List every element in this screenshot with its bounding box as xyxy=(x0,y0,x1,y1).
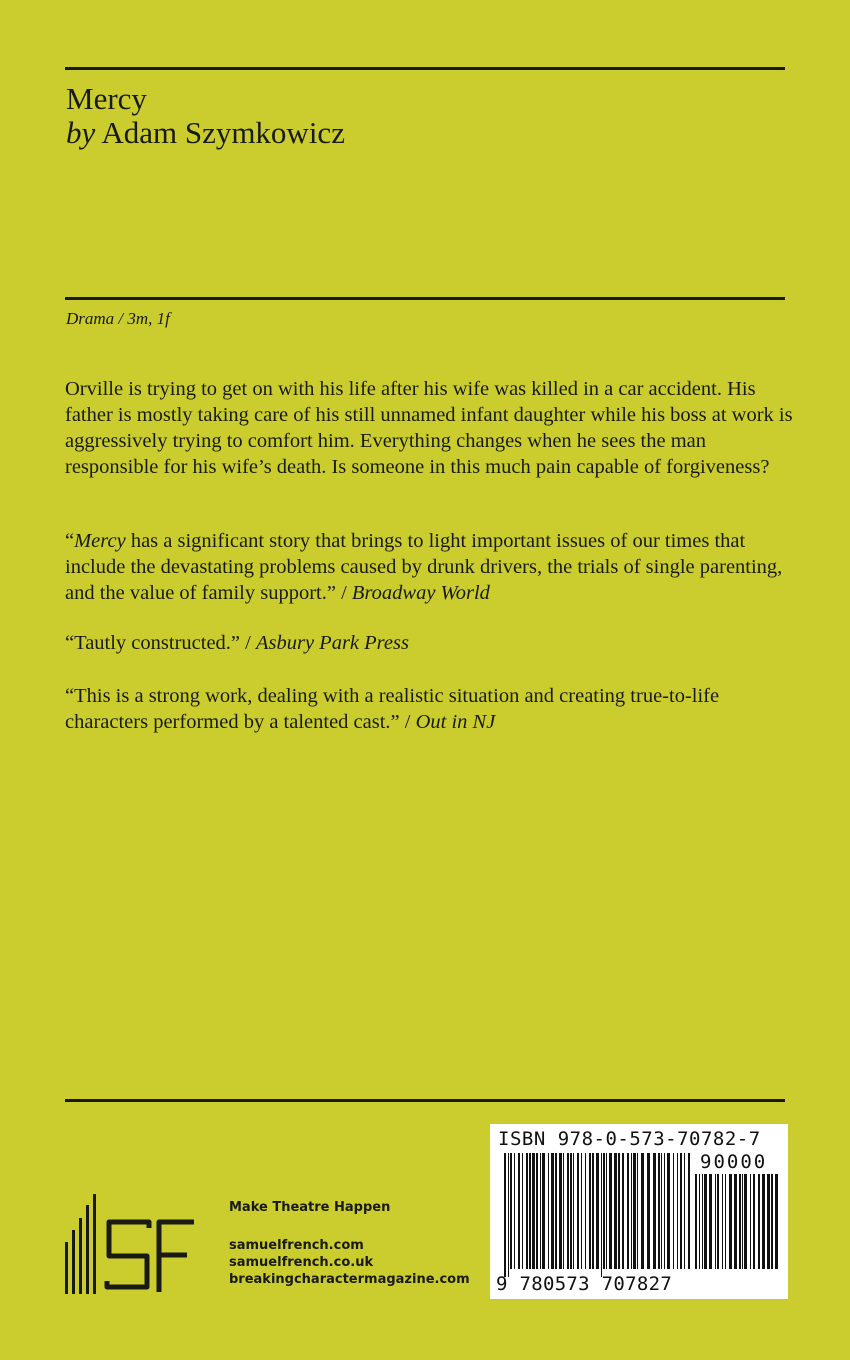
barcode-bar xyxy=(518,1153,520,1269)
barcode-bar xyxy=(695,1174,697,1269)
book-title: Mercy xyxy=(66,81,147,116)
website-link[interactable]: samuelfrench.com xyxy=(229,1238,364,1253)
barcode-bar xyxy=(762,1174,765,1269)
review-text: “This is a strong work, dealing with a realistic situation and creating true-to-life characters performed by a talented cast.” / xyxy=(65,685,720,733)
barcode-bar xyxy=(627,1153,629,1269)
barcode-bar xyxy=(551,1153,554,1269)
barcode-bar xyxy=(596,1153,599,1269)
addon-barcode-bars xyxy=(695,1174,783,1277)
publisher-tagline: Make Theatre Happen xyxy=(229,1200,391,1215)
barcode-bar xyxy=(548,1153,549,1269)
barcode-bar xyxy=(725,1174,726,1269)
barcode-bar xyxy=(653,1153,656,1269)
barcode-bar xyxy=(532,1153,535,1269)
barcode-bar xyxy=(677,1153,678,1269)
barcode-bar xyxy=(529,1153,531,1269)
title-block xyxy=(66,82,345,150)
barcode-bar xyxy=(684,1153,685,1269)
barcode-bar xyxy=(601,1153,602,1277)
barcode-bar xyxy=(661,1153,662,1269)
barcode-bar xyxy=(658,1153,660,1269)
quote-mark: “ xyxy=(65,530,75,552)
barcode-bar xyxy=(750,1174,751,1269)
top-divider xyxy=(65,67,785,70)
barcode-bar xyxy=(758,1174,760,1269)
barcode-bar xyxy=(753,1174,755,1269)
addon-digits: 90000 xyxy=(700,1151,768,1173)
author-name: Adam Szymkowicz xyxy=(101,115,345,150)
barcode-bar xyxy=(775,1174,778,1269)
barcode-bar xyxy=(742,1174,743,1269)
review-quote xyxy=(65,683,795,735)
barcode-bar xyxy=(704,1174,707,1269)
barcode-bar xyxy=(606,1153,607,1269)
middle-divider xyxy=(65,297,785,300)
barcode-bar xyxy=(609,1153,612,1269)
barcode-bar xyxy=(688,1153,690,1269)
barcode-bar xyxy=(622,1153,624,1269)
review-quote xyxy=(65,630,795,656)
barcode-bar xyxy=(581,1153,582,1269)
genre-cast: Drama / 3m, 1f xyxy=(66,309,170,328)
barcode-bar xyxy=(647,1153,650,1269)
barcode-bar xyxy=(603,1153,605,1269)
barcode-bar xyxy=(715,1174,716,1269)
barcode-bar xyxy=(664,1153,665,1269)
review-source: Broadway World xyxy=(351,582,490,604)
website-link[interactable]: samuelfrench.co.uk xyxy=(229,1255,374,1270)
barcode-bar xyxy=(702,1174,703,1269)
review-text: “Tautly constructed.” / xyxy=(65,632,256,654)
barcode-bar xyxy=(722,1174,723,1269)
review-source: Out in NJ xyxy=(415,711,496,733)
barcode-bar xyxy=(540,1153,541,1269)
review-quote xyxy=(65,528,795,606)
review-text: has a significant story that brings to light important issues of our times that include the devastating problems caused by drunk drivers, the trials of single parenting, and the value of family support.” / xyxy=(65,530,783,604)
barcode-bar xyxy=(563,1153,564,1269)
ean-barcode-bars xyxy=(504,1153,694,1277)
barcode-bar xyxy=(504,1153,506,1277)
barcode-bar xyxy=(573,1153,574,1269)
barcode-bar xyxy=(514,1153,515,1269)
barcode-bar xyxy=(734,1174,737,1269)
samuel-french-logo xyxy=(63,1194,198,1294)
barcode-bar xyxy=(526,1153,528,1269)
website-link[interactable]: breakingcharactermagazine.com xyxy=(229,1272,470,1287)
barcode-bar xyxy=(667,1153,670,1269)
barcode-bar xyxy=(510,1153,512,1269)
barcode-bar xyxy=(536,1153,538,1269)
barcode-bar xyxy=(637,1153,638,1269)
barcode-bar xyxy=(585,1153,586,1269)
byline xyxy=(66,116,345,150)
bottom-divider xyxy=(65,1099,785,1102)
barcode-bar xyxy=(567,1153,569,1269)
barcode-bar xyxy=(717,1174,719,1269)
barcode-bar xyxy=(641,1153,644,1269)
barcode-bar xyxy=(522,1153,523,1269)
barcode-bar xyxy=(559,1153,562,1269)
barcode-bar xyxy=(589,1153,591,1269)
review-source: Asbury Park Press xyxy=(255,632,409,654)
isbn-barcode xyxy=(490,1124,788,1299)
barcode-bar xyxy=(767,1174,770,1269)
barcode-bar xyxy=(729,1174,732,1269)
barcode-bar xyxy=(577,1153,579,1269)
barcode-bar xyxy=(709,1174,712,1269)
barcode-bar xyxy=(555,1153,557,1269)
barcode-bar xyxy=(542,1153,545,1269)
synopsis: Orville is trying to get on with his life after his wife was killed in a car accident. His father is mostly taking care of his still unnamed infant daughter while his boss at work is aggressively trying to comfort him. Everything changes when he sees the man responsible for his wife’s death. Is someone in this much pain capable of forgiveness? xyxy=(65,378,793,478)
barcode-bar xyxy=(673,1153,674,1269)
barcode-bar xyxy=(508,1153,509,1277)
barcode-bar xyxy=(614,1153,617,1269)
barcode-bar xyxy=(633,1153,636,1269)
barcode-bar xyxy=(631,1153,632,1269)
isbn-label: ISBN 978-0-573-70782-7 xyxy=(498,1128,761,1150)
barcode-bar xyxy=(771,1174,773,1269)
barcode-bar xyxy=(680,1153,682,1269)
byline-prefix: by xyxy=(66,115,96,150)
publisher-info xyxy=(229,1199,470,1288)
barcode-bar xyxy=(744,1174,747,1269)
barcode-bar xyxy=(570,1153,572,1269)
barcode-bar xyxy=(739,1174,741,1269)
barcode-bar xyxy=(618,1153,620,1269)
ean-digits: 9 780573 707827 xyxy=(496,1273,673,1295)
barcode-bar xyxy=(699,1174,700,1269)
review-title-ref: Mercy xyxy=(74,530,126,552)
barcode-bar xyxy=(592,1153,594,1269)
